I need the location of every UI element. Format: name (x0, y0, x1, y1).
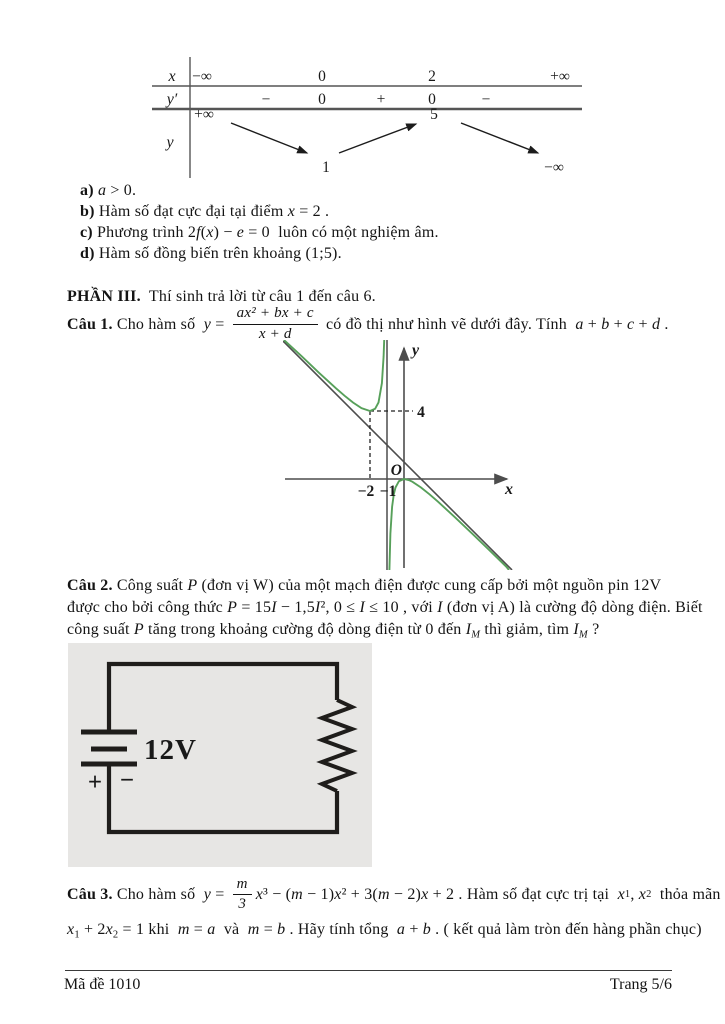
cau2-line3: công suất P tăng trong khoảng cường độ dòng điện từ 0 đến $I_M$ thì giảm, tìm $I_M$ ? (67, 621, 600, 641)
x-mark-minus1: −1 (379, 483, 397, 500)
statement-a: a) a > 0. (80, 182, 137, 199)
y-limit-end: −∞ (544, 159, 564, 176)
monotony-arrow-down (231, 123, 307, 153)
cau1-function-graph (283, 340, 517, 570)
curve-lower-branch (389, 479, 509, 570)
cau1-text: Câu 1. Cho hàm số y = $\frac{\text{ax² + bx + c}}{x + d}$ có đồ thị như hình vẽ dưới đây. Tính a + b + c + d . (67, 305, 669, 342)
yprime-sign: 0 (318, 91, 326, 108)
footer-divider (65, 970, 672, 971)
y-mark-4: 4 (417, 404, 425, 421)
curve-upper-branch (284, 340, 384, 411)
footer-page-number: Trang 5/6 (609, 976, 672, 993)
x-value: +∞ (550, 68, 570, 85)
row-y-label: y (166, 134, 174, 151)
y-limit-start: +∞ (194, 106, 214, 123)
cau3-line1: Câu 3. Cho hàm số y = $\frac{m}{3}$ x ³ − ( m − 1) x ² + 3( m − 2) x + 2 . Hàm số đạt cực trị tại x 1 , x 2 thỏa mãn (67, 875, 721, 912)
footer-exam-code: Mã đề 1010 (64, 976, 141, 993)
row-x-label: x (168, 68, 176, 85)
monotony-arrow-down (461, 123, 538, 153)
yprime-sign: 0 (428, 91, 436, 108)
variation-table (150, 55, 586, 180)
x-value: −∞ (192, 68, 212, 85)
cau2-block (67, 575, 703, 647)
x-mark-minus2: −2 (357, 483, 375, 500)
cau2-line1: Câu 2. Công suất P (đơn vị W) của một mạch điện được cung cấp bởi một nguồn pin 12V (67, 577, 662, 594)
y-local-max: 5 (430, 106, 438, 123)
battery-plus-sign: + (87, 769, 103, 796)
x-value: 2 (428, 68, 436, 85)
yprime-sign: + (376, 91, 386, 108)
row-yprime-label: y′ (166, 91, 178, 108)
yprime-sign: − (261, 91, 271, 108)
cau2-line2: được cho bởi công thức P = 15I − 1,5I², 0 ≤ I ≤ 10 , với I (đơn vị A) là cường độ dòng điện. Biết (67, 599, 703, 616)
circuit-diagram (68, 643, 372, 867)
battery-minus-sign: − (119, 767, 135, 794)
origin-label: O (390, 462, 402, 479)
x-value: 0 (318, 68, 326, 85)
monotony-arrow-up (339, 124, 416, 153)
statement-c: c) Phương trình 2f(x) − e = 0 luôn có một nghiệm âm. (80, 224, 439, 241)
cau3-block (67, 876, 721, 946)
yprime-sign: − (481, 91, 491, 108)
statement-d: d) Hàm số đồng biến trên khoảng (1;5). (80, 245, 342, 262)
part3-header: PHẦN III. Thí sinh trả lời từ câu 1 đến câu 6. (67, 288, 376, 305)
slant-asymptote (283, 341, 512, 570)
x-axis-label: x (505, 481, 513, 498)
y-local-min: 1 (322, 159, 330, 176)
statement-b: b) Hàm số đạt cực đại tại điểm x = 2 . (80, 203, 330, 220)
cau3-line2: $x_1 + 2x_2 = 1$ khi m = a và m = b . Hãy tính tổng a + b . ( kết quả làm tròn đến hàng phần chục) (67, 921, 702, 941)
y-axis-label: y (412, 342, 420, 359)
battery-voltage-label: 12V (144, 734, 197, 766)
statements-block (80, 180, 439, 264)
